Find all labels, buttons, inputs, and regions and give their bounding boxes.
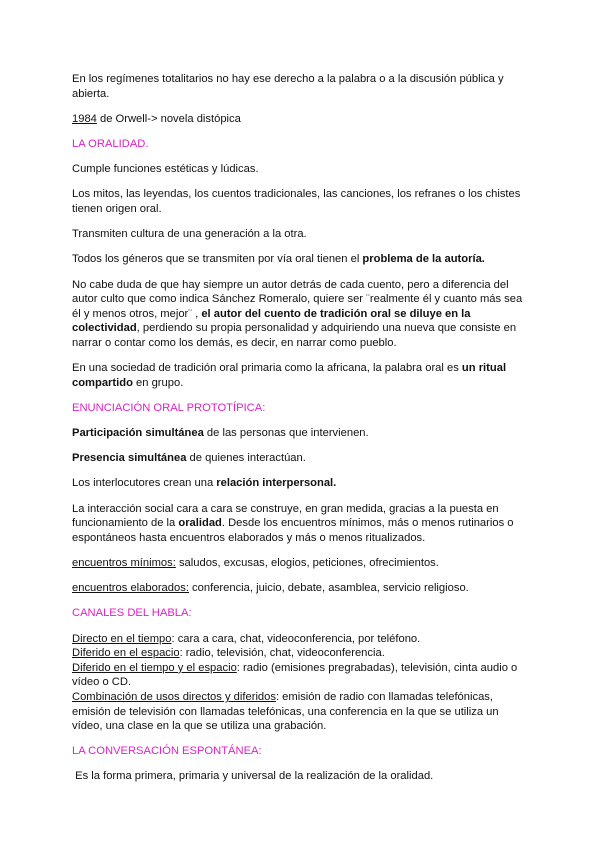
paragraph-interaccion: La interacción social cara a cara se construye, en gran medida, gracias a la puesta en funcionamiento de la oralidad. Desde los encuentros mínimos, más o menos rutinarios o espontáneos hasta encuentros elaborados y más o menos ritualizados. [72,502,514,544]
bold-ritual: un ritual compartido [72,362,507,389]
paragraph-africana: En una sociedad de tradición oral primaria como la africana, la palabra oral es un ritual compartido en grupo. [72,362,507,389]
canal-diferido-espacio: Diferido en el espacio: radio, televisión, chat, videoconferencia. [72,647,385,660]
paragraph-participacion: Participación simultánea de las personas que intervienen. [72,427,369,440]
paragraph-transmiten: Transmiten cultura de una generación a la otra. [72,228,307,241]
bold-autoria: problema de la autoría. [362,253,485,266]
paragraph-funciones: Cumple funciones estéticas y lúdicas. [72,163,259,176]
paragraph-minimos: encuentros mínimos: saludos, excusas, elogios, peticiones, ofrecimientos. [72,556,439,569]
paragraph-orwell: 1984 de Orwell-> novela distópica [72,112,241,125]
book-title: 1984 [72,112,97,125]
paragraph-autoria: Todos los géneros que se transmiten por vía oral tienen el problema de la autoría. [72,253,485,266]
canal-directo: Directo en el tiempo: cara a cara, chat, videoconferencia, por teléfono. [72,632,421,645]
paragraph-interlocutores: Los interlocutores crean una relación interpersonal. [72,477,337,490]
heading-conversacion: LA CONVERSACIÓN ESPONTÁNEA: [72,745,262,758]
paragraph-forma-primera: Es la forma primera, primaria y universal de la realización de la oralidad. [72,770,434,783]
heading-canales: CANALES DEL HABLA: [72,607,192,620]
canal-diferido-tiempo-espacio: Diferido en el tiempo y el espacio: radio (emisiones pregrabadas), televisión, cinta audio o vídeo o CD. [72,661,518,689]
bold-colectividad: el autor del cuento de tradición oral se diluye en la colectividad [72,307,471,335]
paragraph-autor: No cabe duda de que hay siempre un autor detrás de cada cuento, pero a diferencia del autor culto que como indica Sánchez Romeralo, quiere ser ¨realmente él y cuanto más sea él y menos otros, mejor¨ , el autor del cuento de tradición oral se diluye en la colectividad, perdiendo su propia personalidad y adquiriendo una nueva que consiste en narrar o contar como los demás, es decir, en narrar como pueblo. [72,278,523,349]
paragraph-mitos: Los mitos, las leyendas, los cuentos tradicionales, las canciones, los refranes o los chistes tienen origen oral. [72,188,521,215]
canal-combinacion: Combinación de usos directos y diferidos: emisión de radio con llamadas telefónicas, emisión de televisión con llamadas telefónicas, una conferencia en la que se utiliza un vídeo, una clase en la que se utiliza una grabación. [72,690,499,733]
paragraph-presencia: Presencia simultánea de quienes interactúan. [72,452,306,465]
document-page [72,72,532,795]
paragraph-totalitarian: En los regímenes totalitarios no hay ese derecho a la palabra o a la discusión pública y abierta. [72,73,504,100]
heading-oralidad: LA ORALIDAD. [72,137,149,150]
paragraph-elaborados: encuentros elaborados: conferencia, juicio, debate, asamblea, servicio religioso. [72,582,469,595]
heading-enunciacion: ENUNCIACIÓN ORAL PROTOTÍPICA: [72,401,266,414]
